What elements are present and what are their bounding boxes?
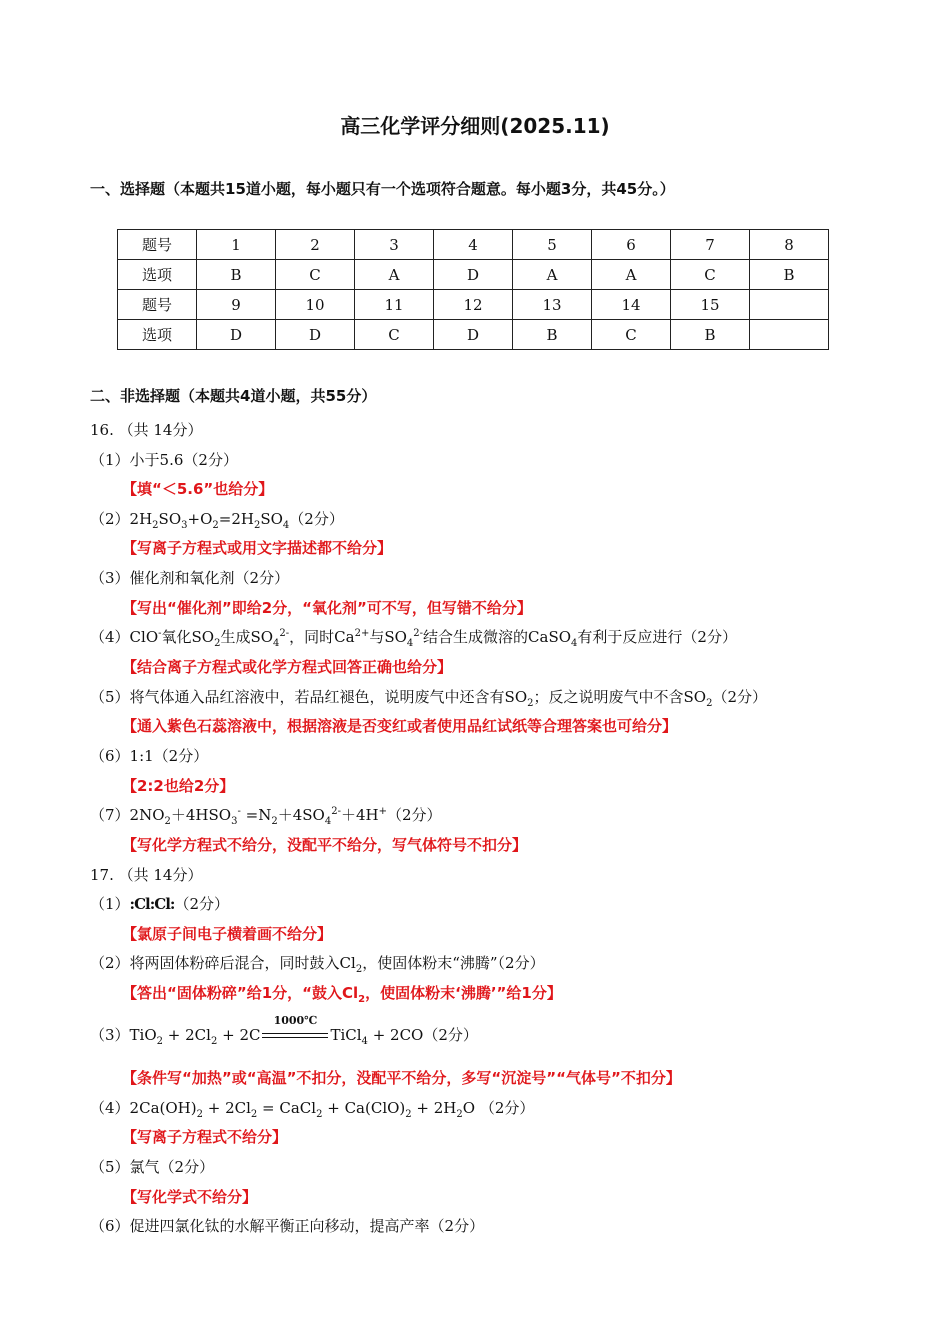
q16-note6: 【2:2也给2分】 [122,777,235,795]
q16-part5: （5）将气体通入品红溶液中，若品红褪色，说明废气中还含有$SO_2$；反之说明废气中不含$SO_2(2$分） [90,688,767,709]
q16-note3: 【写出“催化剂”即给2分，“氧化剂”可不写，但写错不给分】 [122,599,532,617]
q16-note7: 【写化学方程式不给分，没配平不给分，写气体符号不扣分】 [122,836,528,854]
table-row [118,320,829,350]
table-cell: B [750,260,829,290]
table-cell: C [592,320,671,350]
q16-part1: （1）小于5.6（2分） [90,451,238,469]
table-row-header: 选项 [118,260,197,290]
q16-note5: 【通入紫色石蕊溶液中，根据溶液是否变红或者使用品红试纸等合理答案也可给分】 [122,717,678,735]
table-row [118,260,829,290]
q17-part4: $(4)2Ca(OH)_2 + 2Cl_2$ = CaCl$_2$ + $Ca(ClO)_2 + 2H_2O$ （2分） [90,1099,535,1120]
table-cell: A [513,260,592,290]
table-cell: C [671,260,750,290]
table-row [118,230,829,260]
table-cell: 5 [513,230,592,260]
table-cell: B [513,320,592,350]
section-1-heading: 一、选择题（本题共15道小题，每小题只有一个选项符合题意。每小题3分，共45分。） [90,180,675,198]
table-cell: 3 [355,230,434,260]
table-cell: 9 [197,290,276,320]
table-row-header: 选项 [118,320,197,350]
table-cell: 1 [197,230,276,260]
table-cell: D [276,320,355,350]
table-cell: 12 [434,290,513,320]
table-row [118,290,829,320]
table-cell: C [355,320,434,350]
table-cell: D [434,260,513,290]
table-cell [750,320,829,350]
table-cell: B [671,320,750,350]
table-cell: 6 [592,230,671,260]
table-cell: 2 [276,230,355,260]
table-cell: B [197,260,276,290]
q17-part6: （6）促进四氯化钛的水解平衡正向移动，提高产率（2分） [90,1217,485,1235]
table-cell: D [434,320,513,350]
q16-part4: （4）ClO-氧化$SO_2$生成$SO_4^{2-}$，同时$Ca^{2+}$与$SO_4^{2-}$结合生成微溶的CaSO$_4$有利于反应进行（2分） [90,628,737,649]
q17-note5: 【写化学式不给分】 [122,1188,258,1206]
q17-note3: 【条件写“加热”或“高温”不扣分，没配平不给分，多写“沉淀号”“气体号”不扣分】 [122,1069,681,1087]
q17-note2: 【答出“固体粉碎”给1分，“鼓入$Cl_2$，使固体粉末‘沸腾’”给1分】 [122,984,562,1005]
q17-part3: $(3)TiO_2 + 2Cl_2 + 2C$ 1000℃ TiCl$_4$ + 2CO（2分） [90,1014,478,1047]
q16-heading: 16. （共 14分） [90,421,203,439]
table-row-header: 题号 [118,230,197,260]
table-cell: 4 [434,230,513,260]
table-cell: 8 [750,230,829,260]
q16-note1: 【填“＜5.6”也给分】 [122,480,274,498]
cl2-electron-formula: :Cl:Cl: [129,895,175,913]
table-cell [750,290,829,320]
q16-part2: $(2)2H_2SO_3+O_2=2H_2SO_4(2$分） [90,510,344,531]
table-cell: 13 [513,290,592,320]
section-2-heading: 二、非选择题（本题共4道小题，共55分） [90,387,377,405]
q17-part5: （5）氯气（2分） [90,1158,215,1176]
q17-part2: （2）将两固体粉碎后混合，同时鼓入$Cl_2$，使固体粉末“沸腾”（2分） [90,954,545,975]
q17-note1: 【氯原子间电子横着画不给分】 [122,925,333,943]
table-cell: 11 [355,290,434,320]
table-row-header: 题号 [118,290,197,320]
table-cell: D [197,320,276,350]
table-cell: 15 [671,290,750,320]
q16-part7: $(7)2NO_2+4HSO_3^- =N_2+4SO_4^{2-}+4H^+(2$分） [90,806,442,827]
table-cell: A [592,260,671,290]
page-title: 高三化学评分细则(2025.11) [340,114,610,138]
q16-part3: （3）催化剂和氧化剂（2分） [90,569,290,587]
table-cell: 14 [592,290,671,320]
answer-table [117,229,829,350]
q17-part1: （1）:Cl:Cl:（2分） [90,895,229,913]
table-cell: C [276,260,355,290]
table-cell: 7 [671,230,750,260]
q16-note2: 【写离子方程式或用文字描述都不给分】 [122,539,393,557]
q16-note4: 【结合离子方程式或化学方程式回答正确也给分】 [122,658,453,676]
q16-part6: （6）1:1（2分） [90,747,209,765]
table-cell: A [355,260,434,290]
q17-heading: 17. （共 14分） [90,866,203,884]
q17-note4: 【写离子方程式不给分】 [122,1128,288,1146]
reaction-arrow: 1000℃ [260,1024,330,1044]
table-cell: 10 [276,290,355,320]
